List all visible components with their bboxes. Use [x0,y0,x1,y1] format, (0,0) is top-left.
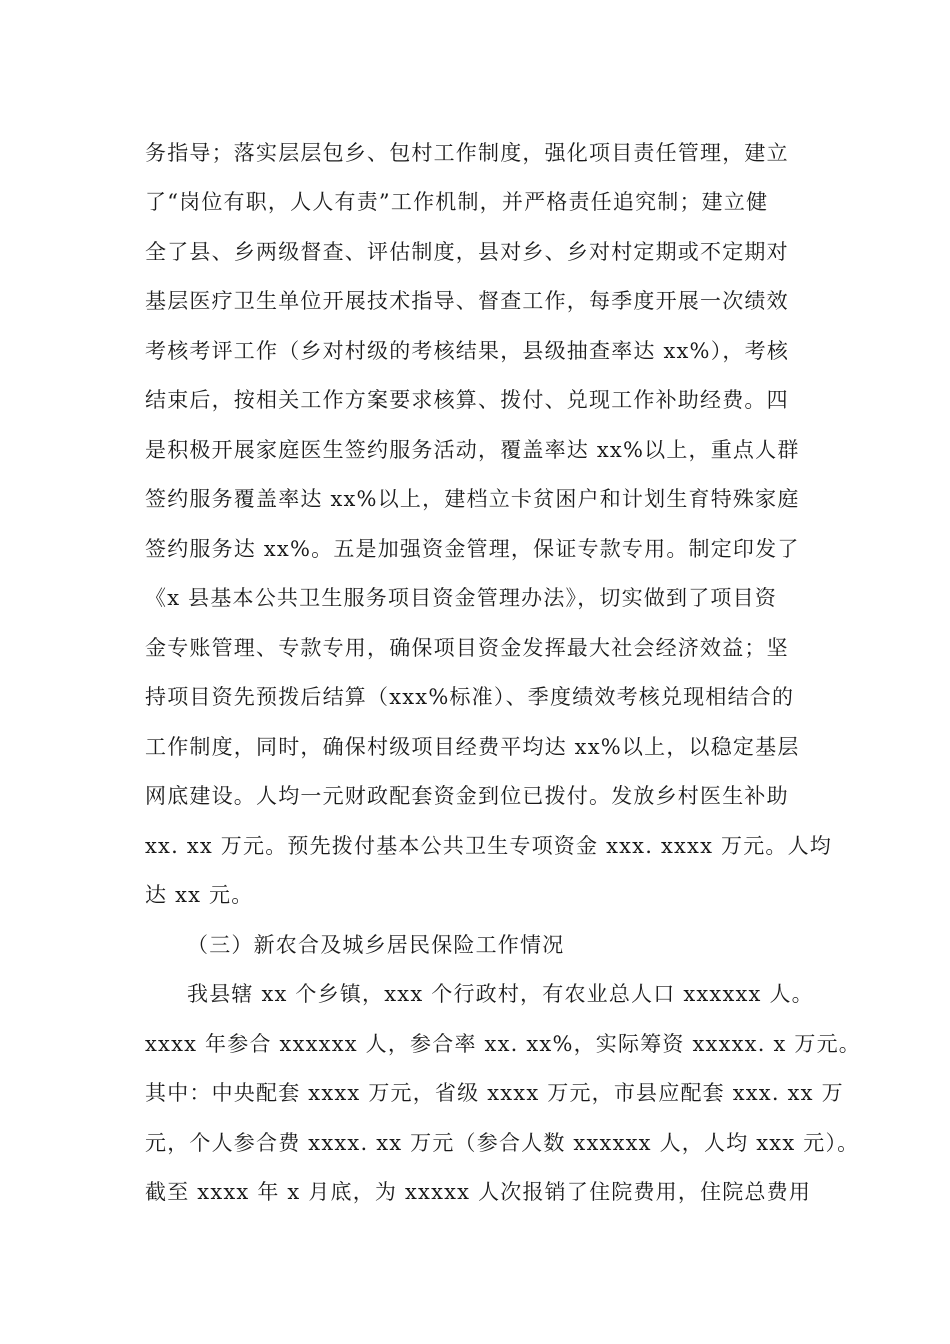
body-text-line: 《x 县基本公共卫生服务项目资金管理办法》，切实做到了项目资 [145,586,778,610]
body-text-line: 全了县、乡两级督查、评估制度，县对乡、乡对村定期或不定期对 [145,240,789,264]
body-text-line: 持项目资先预拨后结算（xxx%标准）、季度绩效考核兑现相结合的 [145,685,795,709]
body-text-line: 签约服务覆盖率达 xx%以上，建档立卡贫困户和计划生育特殊家庭 [145,487,800,511]
body-text-line: 工作制度，同时，确保村级项目经费平均达 xx%以上，以稳定基层 [145,735,800,759]
body-text-line: 截至 xxxx 年 x 月底，为 xxxxx 人次报销了住院费用，住院总费用 [145,1180,812,1204]
body-text-line: xxxx 年参合 xxxxxx 人，参合率 xx. xx%，实际筹资 xxxxx. x 万元。 [145,1032,861,1056]
section-heading: （三）新农合及城乡居民保险工作情况 [187,933,565,957]
body-text-line: 其中：中央配套 xxxx 万元，省级 xxxx 万元，市县应配套 xxx. xx 万 [145,1081,844,1105]
body-text-line: 考核考评工作（乡对村级的考核结果，县级抽查率达 xx%），考核 [145,339,790,363]
body-text-line: 金专账管理、专款专用，确保项目资金发挥最大社会经济效益；坚 [145,636,789,660]
body-text-line: 基层医疗卫生单位开展技术指导、督查工作，每季度开展一次绩效 [145,289,789,313]
body-text-line: 了“岗位有职，人人有责”工作机制，并严格责任追究制；建立健 [145,190,769,214]
body-text-line: xx. xx 万元。预先拨付基本公共卫生专项资金 xxx. xxxx 万元。人均 [145,834,833,858]
paragraph-first-line: 我县辖 xx 个乡镇，xxx 个行政村，有农业总人口 xxxxxx 人。 [187,982,814,1006]
body-text-line: 结束后，按相关工作方案要求核算、拨付、兑现工作补助经费。四 [145,388,789,412]
body-text-line: 务指导；落实层层包乡、包村工作制度，强化项目责任管理，建立 [145,141,789,165]
body-text-line: 元，个人参合费 xxxx. xx 万元（参合人数 xxxxxx 人，人均 xxx 元）。 [145,1131,860,1155]
body-text-line: 签约服务达 xx%。五是加强资金管理，保证专款专用。制定印发了 [145,537,800,561]
body-text-line: 是积极开展家庭医生签约服务活动，覆盖率达 xx%以上，重点人群 [145,438,800,462]
body-text-line: 网底建设。人均一元财政配套资金到位已拨付。发放乡村医生补助 [145,784,789,808]
body-text-line: 达 xx 元。 [145,883,254,907]
